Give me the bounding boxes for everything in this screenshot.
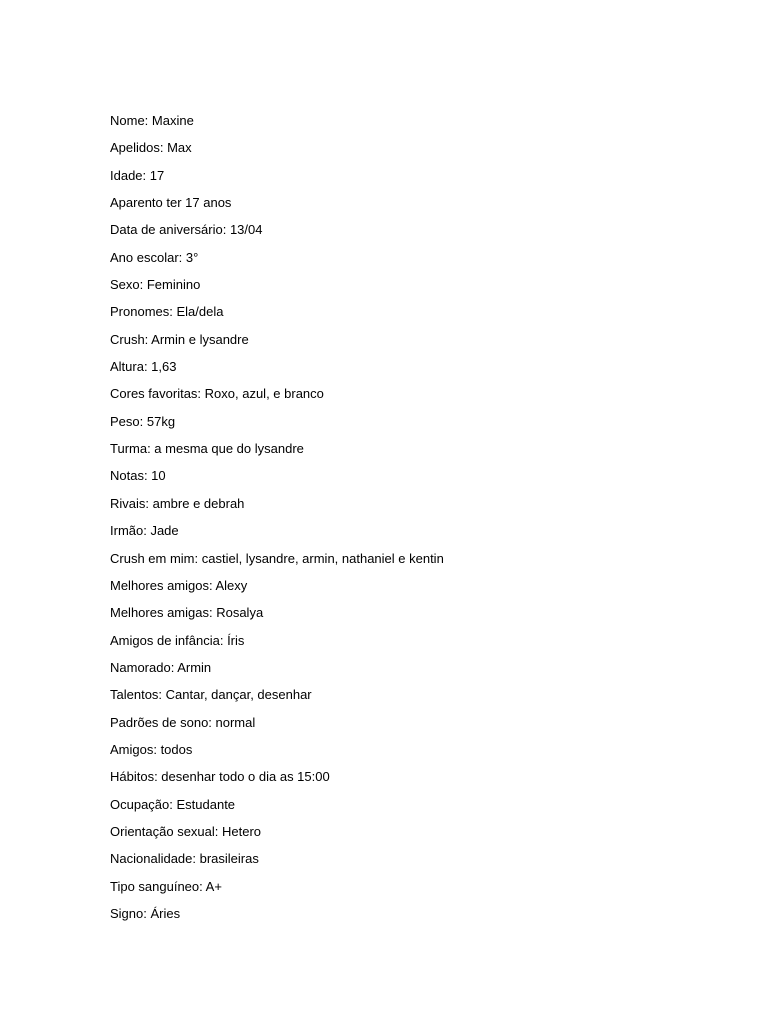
line-aniversario: Data de aniversário: 13/04 xyxy=(110,222,263,238)
line-irmao: Irmão: Jade xyxy=(110,523,179,539)
line-notas: Notas: 10 xyxy=(110,468,166,484)
line-namorado: Namorado: Armin xyxy=(110,659,212,675)
line-habitos: Hábitos: desenhar todo o dia as 15:00 xyxy=(110,769,330,785)
line-pronomes: Pronomes: Ela/dela xyxy=(110,304,224,320)
line-orientacao: Orientação sexual: Hetero xyxy=(110,823,262,839)
line-apelidos: Apelidos: Max xyxy=(110,140,192,156)
line-nacionalidade: Nacionalidade: brasileiras xyxy=(110,851,259,867)
line-cores-favoritas: Cores favoritas: Roxo, azul, e branco xyxy=(110,386,324,402)
line-sexo: Sexo: Feminino xyxy=(110,277,201,293)
line-signo: Signo: Áries xyxy=(110,905,181,921)
line-tipo-sanguineo: Tipo sanguíneo: A+ xyxy=(110,878,222,894)
line-ano-escolar: Ano escolar: 3° xyxy=(110,249,199,265)
profile-list xyxy=(110,112,444,932)
line-nome: Nome: Maxine xyxy=(110,113,194,128)
line-amigos: Amigos: todos xyxy=(110,741,193,757)
line-crush-em-mim: Crush em mim: castiel, lysandre, armin, nathaniel e kentin xyxy=(110,550,444,566)
line-crush: Crush: Armin e lysandre xyxy=(110,331,249,347)
line-turma: Turma: a mesma que do lysandre xyxy=(110,441,304,457)
line-melhores-amigas: Melhores amigas: Rosalya xyxy=(110,605,264,621)
line-ocupacao: Ocupação: Estudante xyxy=(110,796,236,812)
line-talentos: Talentos: Cantar, dançar, desenhar xyxy=(110,687,312,703)
line-idade: Idade: 17 xyxy=(110,167,165,183)
line-amigos-infancia: Amigos de infância: Íris xyxy=(110,632,245,648)
line-rivais: Rivais: ambre e debrah xyxy=(110,495,245,511)
line-aparento: Aparento ter 17 anos xyxy=(110,195,232,211)
line-altura: Altura: 1,63 xyxy=(110,359,177,375)
line-peso: Peso: 57kg xyxy=(110,413,176,429)
line-padroes-sono: Padrões de sono: normal xyxy=(110,714,256,730)
line-melhores-amigos: Melhores amigos: Alexy xyxy=(110,577,248,593)
